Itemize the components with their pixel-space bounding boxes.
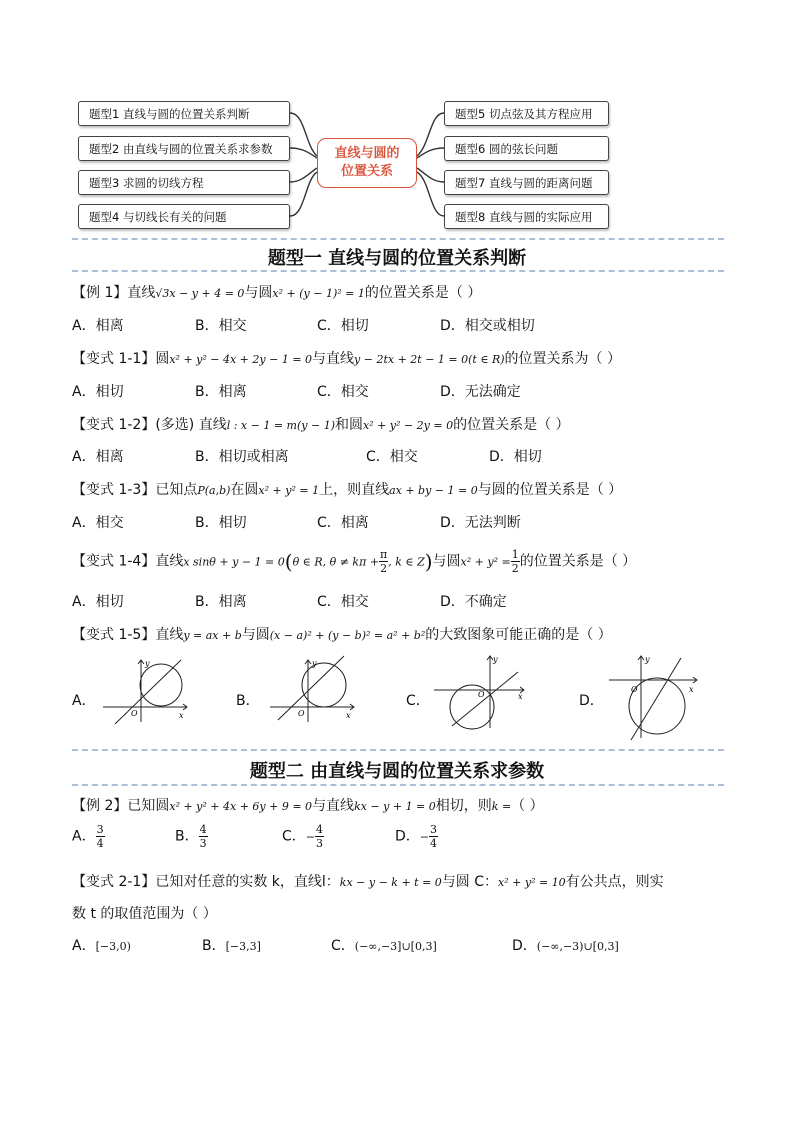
denominator: 3 bbox=[199, 837, 207, 850]
option-a: A．相离 bbox=[72, 449, 124, 465]
fraction bbox=[429, 823, 438, 850]
math-expr: kx − y + 1 = 0 bbox=[354, 800, 436, 813]
paren-close: ) bbox=[424, 549, 433, 574]
mindmap-left-1: 题型1 直线与圆的位置关系判断 bbox=[78, 101, 290, 126]
text: 与圆 bbox=[241, 627, 270, 643]
text: 的位置关系是（ ） bbox=[453, 417, 570, 433]
math-expr: θ ∈ R, θ ≠ kπ + bbox=[292, 555, 380, 569]
text: 与直线 bbox=[312, 351, 355, 367]
denominator: 4 bbox=[430, 837, 437, 850]
text: 的位置关系为（ ） bbox=[504, 351, 621, 367]
variant-1-5-question bbox=[72, 624, 612, 644]
math-expr: x² + y² = 1 bbox=[258, 484, 320, 497]
option-a: A． bbox=[72, 693, 96, 709]
math-expr: x² + y² − 4x + 2y − 1 = 0 bbox=[169, 353, 313, 366]
divider-dashed bbox=[72, 784, 724, 786]
option-d: D．无法确定 bbox=[440, 384, 521, 400]
option-b: B．相切或相离 bbox=[195, 449, 289, 465]
numerator: 3 bbox=[96, 823, 104, 836]
option-value: [−3,0) bbox=[95, 940, 131, 953]
fraction bbox=[96, 823, 105, 850]
option-c: C．相切 bbox=[317, 318, 369, 334]
variant-1-2-question bbox=[72, 414, 570, 434]
option-d: D．相切 bbox=[489, 449, 542, 465]
axis-label-x: x bbox=[346, 711, 351, 720]
option-letter: B． bbox=[202, 938, 226, 954]
option-value: (−∞,−3]∪[0,3] bbox=[354, 940, 437, 953]
text: 直线 bbox=[155, 553, 184, 570]
option-letter: D． bbox=[512, 938, 537, 954]
math-expr: x² + y² + 4x + 6y + 9 = 0 bbox=[169, 800, 313, 813]
section2-title: 题型二 由直线与圆的位置关系求参数 bbox=[249, 761, 545, 782]
option-letter: B． bbox=[175, 828, 199, 845]
option-b: B． bbox=[236, 693, 260, 709]
divider-dashed bbox=[72, 238, 724, 240]
math-expr: l : x − 1 = m(y − 1) bbox=[226, 419, 335, 432]
numerator: 4 bbox=[199, 823, 207, 836]
variant-1-1-question bbox=[72, 348, 621, 368]
option-a bbox=[72, 935, 131, 955]
text: 与圆 C： bbox=[441, 874, 499, 890]
question-label: 【变式 1-2】 bbox=[72, 417, 156, 433]
question-label: 【例 1】 bbox=[72, 285, 128, 301]
variant-2-1-question-line2: 数 t 的取值范围为（ ） bbox=[72, 906, 217, 922]
divider-dashed bbox=[72, 749, 724, 751]
math-expr: ax + by − 1 = 0 bbox=[389, 484, 478, 497]
mindmap-center-line2: 位置关系 bbox=[340, 164, 393, 179]
option-d bbox=[512, 935, 619, 955]
option-c: C． bbox=[406, 693, 430, 709]
math-expr: x sinθ + y − 1 = 0 bbox=[183, 555, 285, 569]
mindmap-right-5: 题型5 切点弦及其方程应用 bbox=[444, 101, 609, 126]
example2-question bbox=[72, 795, 544, 815]
text: 的位置关系是（ ） bbox=[364, 285, 482, 301]
option-a: A．相交 bbox=[72, 515, 124, 531]
option-d: D．无法判断 bbox=[440, 515, 521, 531]
question-label: 【例 2】 bbox=[72, 798, 128, 814]
option-a: A．相切 bbox=[72, 594, 124, 610]
option-value: [−3,3] bbox=[225, 940, 261, 953]
variant-2-1-question bbox=[72, 871, 664, 891]
question-label: 【变式 1-3】 bbox=[72, 482, 156, 498]
text: 直线 bbox=[127, 285, 156, 301]
option-b: B．相离 bbox=[195, 384, 247, 400]
axis-label-y: y bbox=[493, 655, 498, 664]
option-c bbox=[331, 935, 437, 955]
axis-label-y: y bbox=[312, 659, 317, 668]
sign: − bbox=[419, 830, 429, 844]
option-d: D． bbox=[579, 693, 604, 709]
numerator: 4 bbox=[316, 823, 323, 836]
option-b bbox=[202, 935, 261, 955]
text: 在圆 bbox=[230, 482, 259, 498]
graph-option-a bbox=[95, 652, 195, 724]
option-a: A．相离 bbox=[72, 318, 124, 334]
mindmap-center bbox=[317, 138, 417, 188]
origin-label: O bbox=[298, 709, 305, 718]
origin-label: O bbox=[631, 685, 638, 694]
option-letter: C． bbox=[331, 938, 355, 954]
mindmap-right-8: 题型8 直线与圆的实际应用 bbox=[444, 204, 609, 229]
math-expr: x² + y² = bbox=[460, 555, 511, 569]
text: 已知对任意的实数 k，直线l： bbox=[155, 874, 340, 890]
math-expr: x² + y² = 10 bbox=[498, 876, 566, 889]
option-c: C．相交 bbox=[366, 449, 418, 465]
axis-label-y: y bbox=[645, 655, 650, 664]
option-letter: C． bbox=[282, 828, 306, 845]
graph-option-b bbox=[262, 652, 362, 724]
denominator: 2 bbox=[511, 562, 519, 575]
option-letter: A． bbox=[72, 828, 96, 845]
text: 已知圆 bbox=[127, 798, 170, 814]
option-c bbox=[282, 823, 324, 850]
option-c: C．相交 bbox=[317, 594, 369, 610]
text: 与直线 bbox=[312, 798, 355, 814]
math-expr: √3x − y + 4 = 0 bbox=[155, 287, 245, 300]
sign: − bbox=[305, 830, 315, 844]
fraction bbox=[199, 823, 208, 850]
fraction bbox=[511, 548, 520, 575]
math-expr: y = ax + b bbox=[183, 629, 242, 642]
graph-option-d bbox=[605, 652, 705, 742]
math-expr: (x − a)² + (y − b)² = a² + b² bbox=[269, 629, 426, 642]
mindmap-left-3: 题型3 求圆的切线方程 bbox=[78, 170, 290, 195]
math-expr: k = bbox=[491, 800, 512, 813]
mindmap-left-2: 题型2 由直线与圆的位置关系求参数 bbox=[78, 136, 290, 161]
text: 与圆的位置关系是（ ） bbox=[477, 482, 623, 498]
math-expr: x² + (y − 1)² = 1 bbox=[272, 287, 365, 300]
question-label: 【变式 1-5】 bbox=[72, 627, 156, 643]
text: （ ） bbox=[511, 798, 544, 814]
text: 有公共点，则实 bbox=[565, 874, 664, 890]
math-expr: x² + y² − 2y = 0 bbox=[362, 419, 454, 432]
text: 上，则直线 bbox=[319, 482, 390, 498]
text: (多选) 直线 bbox=[155, 417, 227, 433]
origin-label: O bbox=[478, 690, 485, 699]
text: 相切，则 bbox=[435, 798, 492, 814]
question-label: 【变式 2-1】 bbox=[72, 874, 156, 890]
option-letter: D． bbox=[395, 828, 420, 845]
question-label: 【变式 1-4】 bbox=[72, 553, 156, 570]
denominator: 3 bbox=[316, 837, 323, 850]
option-b bbox=[175, 823, 208, 850]
option-c: C．相交 bbox=[317, 384, 369, 400]
numerator: 3 bbox=[430, 823, 437, 836]
section1-title: 题型一 直线与圆的位置关系判断 bbox=[267, 248, 527, 269]
example1-question bbox=[72, 282, 481, 302]
mindmap-right-7: 题型7 直线与圆的距离问题 bbox=[444, 170, 609, 195]
option-c: C．相离 bbox=[317, 515, 369, 531]
option-d: D．相交或相切 bbox=[440, 318, 535, 334]
fraction bbox=[315, 823, 324, 850]
math-expr: kx − y − k + t = 0 bbox=[339, 876, 442, 889]
option-a bbox=[72, 823, 105, 850]
option-a: A．相切 bbox=[72, 384, 124, 400]
variant-1-3-question bbox=[72, 479, 622, 499]
option-b: B．相交 bbox=[195, 318, 247, 334]
text: 的位置关系是（ ） bbox=[519, 553, 637, 570]
divider-dashed bbox=[72, 270, 724, 272]
math-expr: y − 2tx + 2t − 1 = 0(t ∈ R) bbox=[354, 353, 505, 366]
graph-option-c bbox=[430, 652, 530, 732]
denominator: 4 bbox=[96, 837, 104, 850]
fraction bbox=[379, 548, 388, 575]
text: 与圆 bbox=[244, 285, 273, 301]
paren-open: ( bbox=[284, 549, 293, 574]
numerator: π bbox=[380, 548, 388, 561]
option-value: (−∞,−3)∪[0,3] bbox=[536, 940, 619, 953]
option-letter: A． bbox=[72, 938, 96, 954]
origin-label: O bbox=[131, 709, 138, 718]
option-d: D．不确定 bbox=[440, 594, 507, 610]
option-b: B．相离 bbox=[195, 594, 247, 610]
axis-label-x: x bbox=[179, 711, 184, 720]
question-label: 【变式 1-1】 bbox=[72, 351, 156, 367]
text: 已知点 bbox=[155, 482, 198, 498]
axis-label-y: y bbox=[145, 659, 150, 668]
math-expr: , k ∈ Z bbox=[388, 555, 425, 569]
axis-label-x: x bbox=[518, 692, 523, 701]
denominator: 2 bbox=[380, 562, 388, 575]
text: 与圆 bbox=[432, 553, 461, 570]
text: 圆 bbox=[155, 351, 170, 367]
mindmap-right-6: 题型6 圆的弦长问题 bbox=[444, 136, 609, 161]
text: 直线 bbox=[155, 627, 184, 643]
variant-1-4-question bbox=[72, 548, 636, 575]
mindmap-center-line1: 直线与圆的 bbox=[334, 146, 400, 161]
numerator: 1 bbox=[511, 548, 519, 561]
option-b: B．相切 bbox=[195, 515, 247, 531]
option-d bbox=[395, 823, 438, 850]
text: 和圆 bbox=[334, 417, 363, 433]
text: 的大致图象可能正确的是（ ） bbox=[425, 627, 612, 643]
axis-label-x: x bbox=[689, 685, 694, 694]
math-expr: P(a,b) bbox=[197, 484, 231, 497]
mindmap-left-4: 题型4 与切线长有关的问题 bbox=[78, 204, 290, 229]
